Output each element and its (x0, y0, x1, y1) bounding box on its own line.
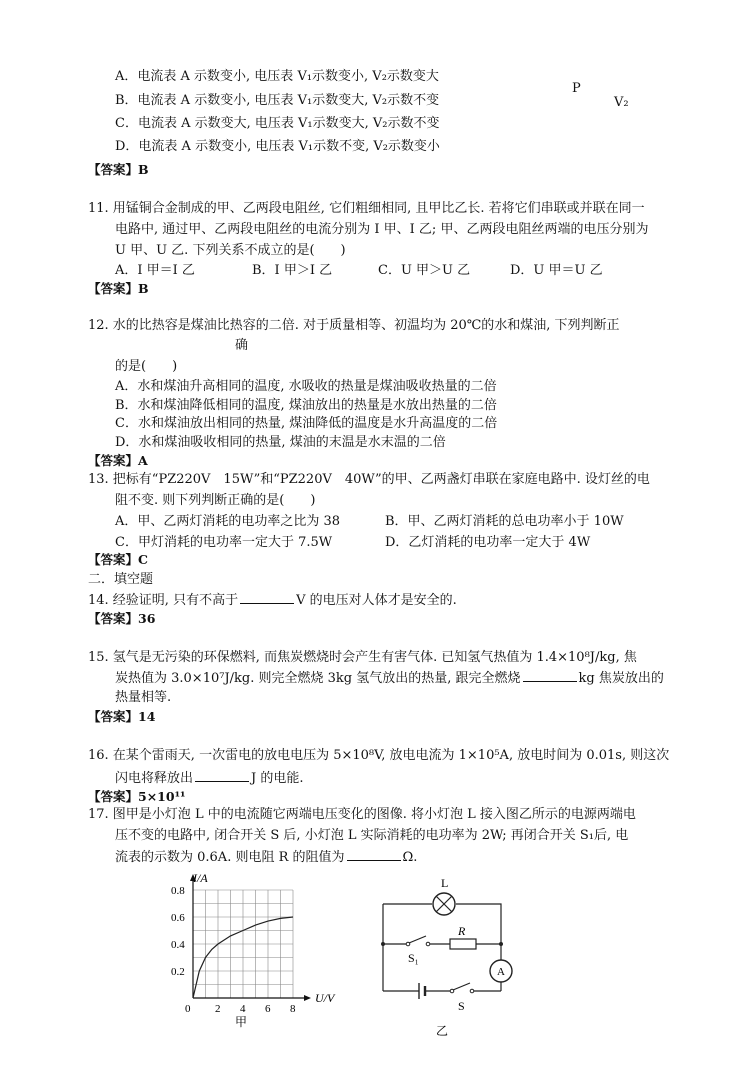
section-heading: 二．填空题 (88, 572, 154, 587)
q13-option-a: A．甲、乙两灯消耗的电功率之比为 38 (115, 514, 341, 529)
q13-option-b: B．甲、乙两灯消耗的总电功率小于 10W (385, 514, 624, 529)
q15-text-post: kg 焦炭放出的 (578, 671, 664, 686)
x-tick-label: 4 (240, 1003, 246, 1015)
q14-answer: 【答案】36 (88, 611, 156, 626)
switch1-label: S₁ (408, 951, 419, 965)
q11-line2: 电路中, 通过甲、乙两段电阻丝的电流分别为 I 甲、I 乙; 甲、乙两段电阻丝两端的电压分别为 (115, 222, 649, 237)
switch-label: S (458, 999, 465, 1013)
switch1-contact (426, 942, 430, 946)
chart-caption: 甲 (235, 1015, 248, 1029)
q12-option-a: A．水和煤油升高相同的温度, 水吸收的热量是煤油吸收热量的二倍 (115, 379, 497, 394)
y-tick-label: 0.2 (171, 966, 185, 978)
q14-text-post: V 的电压对人体才是安全的. (296, 593, 457, 608)
q11-option-c: C．U 甲＞U 乙 (378, 263, 471, 278)
q13-line1: 13. 把标有“PZ220V 15W”和“PZ220V 40W”的甲、乙两盏灯串联在家庭电路中. 设灯丝的电 (88, 472, 650, 487)
q15-text-pre: 炭热值为 3.0×10⁷J/kg. 则完全燃烧 3kg 氢气放出的热量, 跟完全燃烧 (115, 671, 521, 686)
q11-option-d: D．U 甲＝U 乙 (510, 263, 603, 278)
q12-answer: 【答案】A (88, 453, 148, 468)
q12-line1-wrap: 确 (235, 338, 249, 353)
q12-line2: 的是( ) (115, 359, 178, 374)
x-axis-arrow (304, 995, 311, 1001)
q10-option-d: D．电流表 A 示数变小, 电压表 V₁示数不变, V₂示数变小 (115, 139, 440, 154)
q10-option-a: A．电流表 A 示数变小, 电压表 V₁示数变小, V₂示数变大 (115, 69, 439, 84)
circuit-caption: 乙 (436, 1024, 449, 1038)
q11-line3: U 甲、U 乙. 下列关系不成立的是( ) (115, 243, 346, 258)
q12-option-b: B．水和煤油降低相同的温度, 煤油放出的热量是水放出热量的二倍 (115, 398, 497, 413)
y-tick-label: 0.4 (171, 939, 185, 951)
q14-line (88, 591, 457, 610)
q11-answer: 【答案】B (88, 281, 149, 296)
x-tick-label: 8 (290, 1003, 296, 1015)
q12-line1: 12. 水的比热容是煤油比热容的二倍. 对于质量相等、初温均为 20℃的水和煤油, 下列判断正 (88, 318, 620, 333)
chart-xlabel: U/V (315, 991, 335, 1005)
resistor-label: R (458, 924, 466, 938)
circuit-diagram (370, 872, 530, 1042)
q10-figure-p: P (572, 81, 581, 96)
q16-line2 (115, 769, 304, 788)
ammeter-label: A (497, 966, 505, 978)
q10-option-b: B．电流表 A 示数变小, 电压表 V₁示数变大, V₂示数不变 (115, 93, 440, 108)
q11-option-a: A．I 甲＝I 乙 (115, 263, 195, 278)
chart-ylabel: I/A (193, 871, 208, 885)
switch1-blade (409, 936, 426, 943)
q10-answer: 【答案】B (88, 162, 149, 177)
q17-blank[interactable] (347, 848, 401, 861)
q17-line1: 17. 图甲是小灯泡 L 中的电流随它两端电压变化的图像. 将小灯泡 L 接入图乙所示的电源两端电 (88, 807, 636, 822)
q15-line1: 15. 氢气是无污染的环保燃料, 而焦炭燃烧时会产生有害气体. 已知氢气热值为 1.4×10⁸J/kg, 焦 (88, 650, 637, 665)
switch-blade (453, 983, 470, 990)
q17-line3 (115, 848, 417, 867)
q11-option-b: B．I 甲＞I 乙 (252, 263, 333, 278)
q16-line1: 16. 在某个雷雨天, 一次雷电的放电电压为 5×10⁸V, 放电电流为 1×10⁵A, 放电时间为 0.01s, 则这次 (88, 748, 670, 763)
q17-text-pre: 流表的示数为 0.6A. 则电阻 R 的阻值为 (115, 850, 345, 865)
switch-contact (470, 989, 474, 993)
chart-ticks (171, 885, 296, 1015)
q13-answer: 【答案】C (88, 552, 148, 567)
lamp-label: L (441, 876, 449, 890)
q15-line3: 热量相等. (115, 690, 172, 705)
q10-figure-v2: V₂ (614, 95, 629, 110)
x-tick-label: 6 (265, 1003, 271, 1015)
q17-text-post: Ω. (402, 850, 418, 865)
iu-graph (155, 866, 340, 1031)
resistor-symbol (450, 939, 476, 949)
q12-option-c: C．水和煤油放出相同的热量, 煤油降低的温度是水升高温度的二倍 (115, 416, 498, 431)
x-tick-label: 0 (185, 1003, 191, 1015)
q13-line2: 阻不变. 则下列判断正确的是( ) (115, 493, 316, 508)
y-tick-label: 0.6 (171, 912, 185, 924)
q15-answer: 【答案】14 (88, 709, 156, 724)
q16-answer: 【答案】5×10¹¹ (88, 789, 186, 804)
q16-text-pre: 闪电将释放出 (115, 771, 194, 786)
q12-option-d: D．水和煤油吸收相同的热量, 煤油的末温是水末温的二倍 (115, 435, 446, 450)
q17-line2: 压不变的电路中, 闭合开关 S 后, 小灯泡 L 实际消耗的电功率为 2W; 再闭合开关 S₁后, 电 (115, 828, 629, 843)
q11-line1: 11. 用锰铜合金制成的甲、乙两段电阻丝, 它们粗细相同, 且甲比乙长. 若将它们串联或并联在同一 (88, 201, 645, 216)
q14-blank[interactable] (240, 591, 294, 604)
q13-option-c: C．甲灯消耗的电功率一定大于 7.5W (115, 535, 333, 550)
q13-option-d: D．乙灯消耗的电功率一定大于 4W (385, 535, 591, 550)
q15-blank[interactable] (523, 669, 577, 682)
q16-text-post: J 的电能. (251, 771, 304, 786)
q16-blank[interactable] (195, 769, 249, 782)
chart-grid (193, 890, 293, 998)
q15-line2 (115, 669, 664, 688)
x-tick-label: 2 (215, 1003, 221, 1015)
y-tick-label: 0.8 (171, 885, 185, 897)
q14-text-pre: 14. 经验证明, 只有不高于 (88, 593, 239, 608)
q10-option-c: C．电流表 A 示数变大, 电压表 V₁示数变大, V₂示数不变 (115, 116, 440, 131)
